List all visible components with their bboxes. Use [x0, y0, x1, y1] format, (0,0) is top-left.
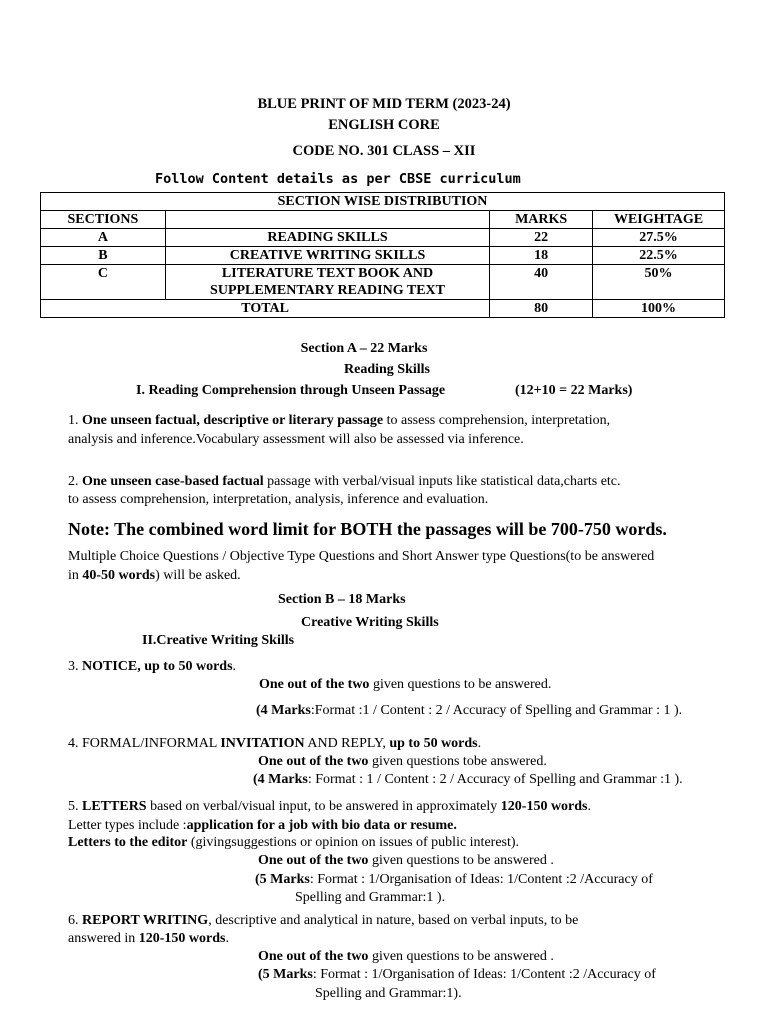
q3-line: 3. NOTICE, up to 50 words.	[68, 659, 237, 674]
section-a-title: Section A – 22 Marks	[300, 341, 428, 356]
table-row	[41, 229, 725, 247]
q4-marks: (4 Marks: Format : 1 / Content : 2 / Accuracy of Spelling and Grammar :1 ).	[253, 772, 683, 787]
q6-marks-line2: Spelling and Grammar:1).	[315, 986, 462, 1001]
cell-name	[165, 265, 489, 300]
q6-choice: One out of the two given questions to be answered .	[258, 949, 554, 964]
header-weightage: WEIGHTAGE	[593, 211, 725, 229]
section-b-subtitle: Creative Writing Skills	[301, 615, 439, 630]
q3-choice: One out of the two given questions to be answered.	[259, 677, 552, 692]
section-a-heading: I. Reading Comprehension through Unseen Passage	[136, 383, 446, 398]
word-limit-note: Note: The combined word limit for BOTH the passages will be 700-750 words.	[68, 519, 667, 539]
q4-line: 4. FORMAL/INFORMAL INVITATION AND REPLY, up to 50 words.	[68, 736, 482, 751]
q6-line2: answered in 120-150 words.	[68, 931, 229, 946]
passage-1-line1: 1. One unseen factual, descriptive or literary passage to assess comprehension, interpretation,	[68, 413, 611, 428]
total-weightage: 100%	[593, 300, 725, 318]
q6-line: 6. REPORT WRITING, descriptive and analytical in nature, based on verbal inputs, to be	[68, 913, 579, 928]
table-header-row	[41, 211, 725, 229]
passage-1-line2: analysis and inference.Vocabulary assessment will also be assessed via inference.	[68, 432, 524, 447]
mcq-line2: in 40-50 words) will be asked.	[68, 568, 241, 583]
q5-editor: Letters to the editor (givingsuggestions or opinion on issues of public interest).	[68, 835, 520, 850]
cell-weightage: 50%	[593, 265, 725, 300]
cell-section: A	[41, 229, 166, 247]
mcq-line1: Multiple Choice Questions / Objective Type Questions and Short Answer type Questions(to be answered	[68, 549, 655, 564]
table-row	[41, 265, 725, 300]
total-marks: 80	[490, 300, 593, 318]
cell-section: B	[41, 247, 166, 265]
header-blank	[165, 211, 489, 229]
cell-weightage: 22.5%	[593, 247, 725, 265]
subject-title: ENGLISH CORE	[328, 117, 440, 133]
table-title: SECTION WISE DISTRIBUTION	[41, 193, 725, 211]
doc-title: BLUE PRINT OF MID TERM (2023-24)	[257, 96, 511, 112]
cell-name-line1: LITERATURE TEXT BOOK AND	[221, 266, 434, 281]
q5-line: 5. LETTERS based on verbal/visual input, to be answered in approximately 120-150 words.	[68, 799, 592, 814]
cell-name: READING SKILLS	[165, 229, 489, 247]
section-a-subtitle: Reading Skills	[344, 362, 430, 377]
q5-letter-types: Letter types include :application for a job with bio data or resume.	[68, 818, 457, 833]
header-marks: MARKS	[490, 211, 593, 229]
code-class: CODE NO. 301 CLASS – XII	[292, 143, 476, 159]
cell-marks: 22	[490, 229, 593, 247]
table-row	[41, 247, 725, 265]
cell-marks: 18	[490, 247, 593, 265]
cell-marks: 40	[490, 265, 593, 300]
q6-marks: (5 Marks: Format : 1/Organisation of Ideas: 1/Content :2 /Accuracy of	[258, 967, 656, 982]
table-title-row	[41, 193, 725, 211]
cell-weightage: 27.5%	[593, 229, 725, 247]
passage-2-line1: 2. One unseen case-based factual passage with verbal/visual inputs like statistical data,charts etc.	[68, 474, 621, 489]
section-distribution-table	[40, 192, 725, 318]
section-b-heading: II.Creative Writing Skills	[142, 633, 295, 648]
q3-marks: (4 Marks:Format :1 / Content : 2 / Accuracy of Spelling and Grammar : 1 ).	[256, 703, 683, 718]
q5-marks: (5 Marks: Format : 1/Organisation of Ideas: 1/Content :2 /Accuracy of	[255, 872, 653, 887]
q5-marks-line2: Spelling and Grammar:1 ).	[295, 890, 446, 905]
table-total-row	[41, 300, 725, 318]
passage-2-line2: to assess comprehension, interpretation, analysis, inference and evaluation.	[68, 492, 489, 507]
curriculum-note: Follow Content details as per CBSE curriculum	[155, 171, 521, 187]
cell-name-line2: SUPPLEMENTARY READING TEXT	[210, 283, 445, 298]
total-label: TOTAL	[41, 300, 490, 318]
q5-choice: One out of the two given questions to be answered .	[258, 853, 554, 868]
section-a-heading-marks: (12+10 = 22 Marks)	[515, 383, 633, 398]
cell-name: CREATIVE WRITING SKILLS	[165, 247, 489, 265]
cell-section: C	[41, 265, 166, 300]
q4-choice: One out of the two given questions tobe answered.	[258, 754, 547, 769]
section-b-title: Section B – 18 Marks	[278, 592, 406, 607]
header-sections: SECTIONS	[41, 211, 166, 229]
